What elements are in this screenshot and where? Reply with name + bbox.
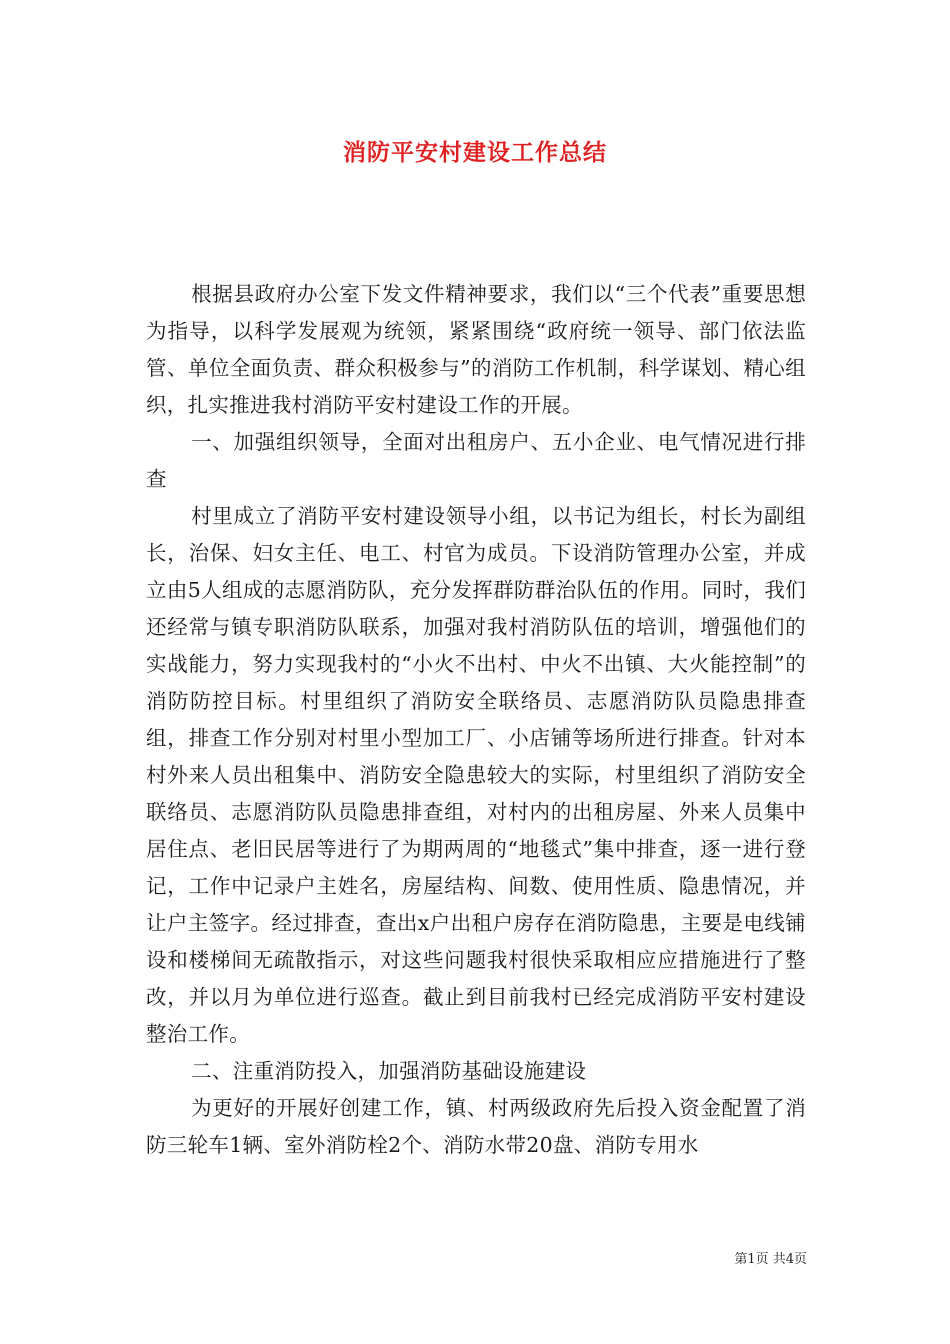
document-title: 消防平安村建设工作总结	[343, 139, 607, 166]
paragraph-section-1: 村里成立了消防平安村建设领导小组，以书记为组长，村长为副组长，治保、妇女主任、电工、村官为成员。下设消防管理办公室，并成立由5人组成的志愿消防队，充分发挥群防群治队伍的作用。同时，我们还经常与镇专职消防队联系，加强对我村消防队伍的培训，增强他们的实战能力，努力实现我村的“小火不出村、中火不出镇、大火能控制”的消防防控目标。村里组织了消防安全联络员、志愿消防队员隐患排查组，排查工作分别对村里小型加工厂、小店铺等场所进行排查。针对本村外来人员出租集中、消防安全隐患较大的实际，村里组织了消防安全联络员、志愿消防队员隐患排查组，对村内的出租房屋、外来人员集中居住点、老旧民居等进行了为期两周的“地毯式”集中排查，逐一进行登记，工作中记录户主姓名，房屋结构、间数、使用性质、隐患情况，并让户主签字。经过排查，查出x户出租户房存在消防隐患，主要是电线铺设和楼梯间无疏散指示，对这些问题我村很快采取相应应措施进行了整改，并以月为单位进行巡查。截止到目前我村已经完成消防平安村建设整治工作。	[146, 504, 806, 1046]
document-body	[146, 276, 806, 1164]
paragraph-section-2: 为更好的开展好创建工作，镇、村两级政府先后投入资金配置了消防三轮车1辆、室外消防栓2个、消防水带20盘、消防专用水	[146, 1096, 806, 1157]
paragraph-intro: 根据县政府办公室下发文件精神要求，我们以“三个代表”重要思想为指导，以科学发展观为统领，紧紧围绕“政府统一领导、部门依法监管、单位全面负责、群众积极参与”的消防工作机制，科学谋划、精心组织，扎实推进我村消防平安村建设工作的开展。	[146, 282, 806, 417]
section-heading-2: 二、注重消防投入，加强消防基础设施建设	[191, 1059, 587, 1083]
section-heading-1: 一、加强组织领导，全面对出租房户、五小企业、电气情况进行排查	[146, 430, 806, 491]
page-number-footer: 第1页 共4页	[734, 1252, 807, 1267]
